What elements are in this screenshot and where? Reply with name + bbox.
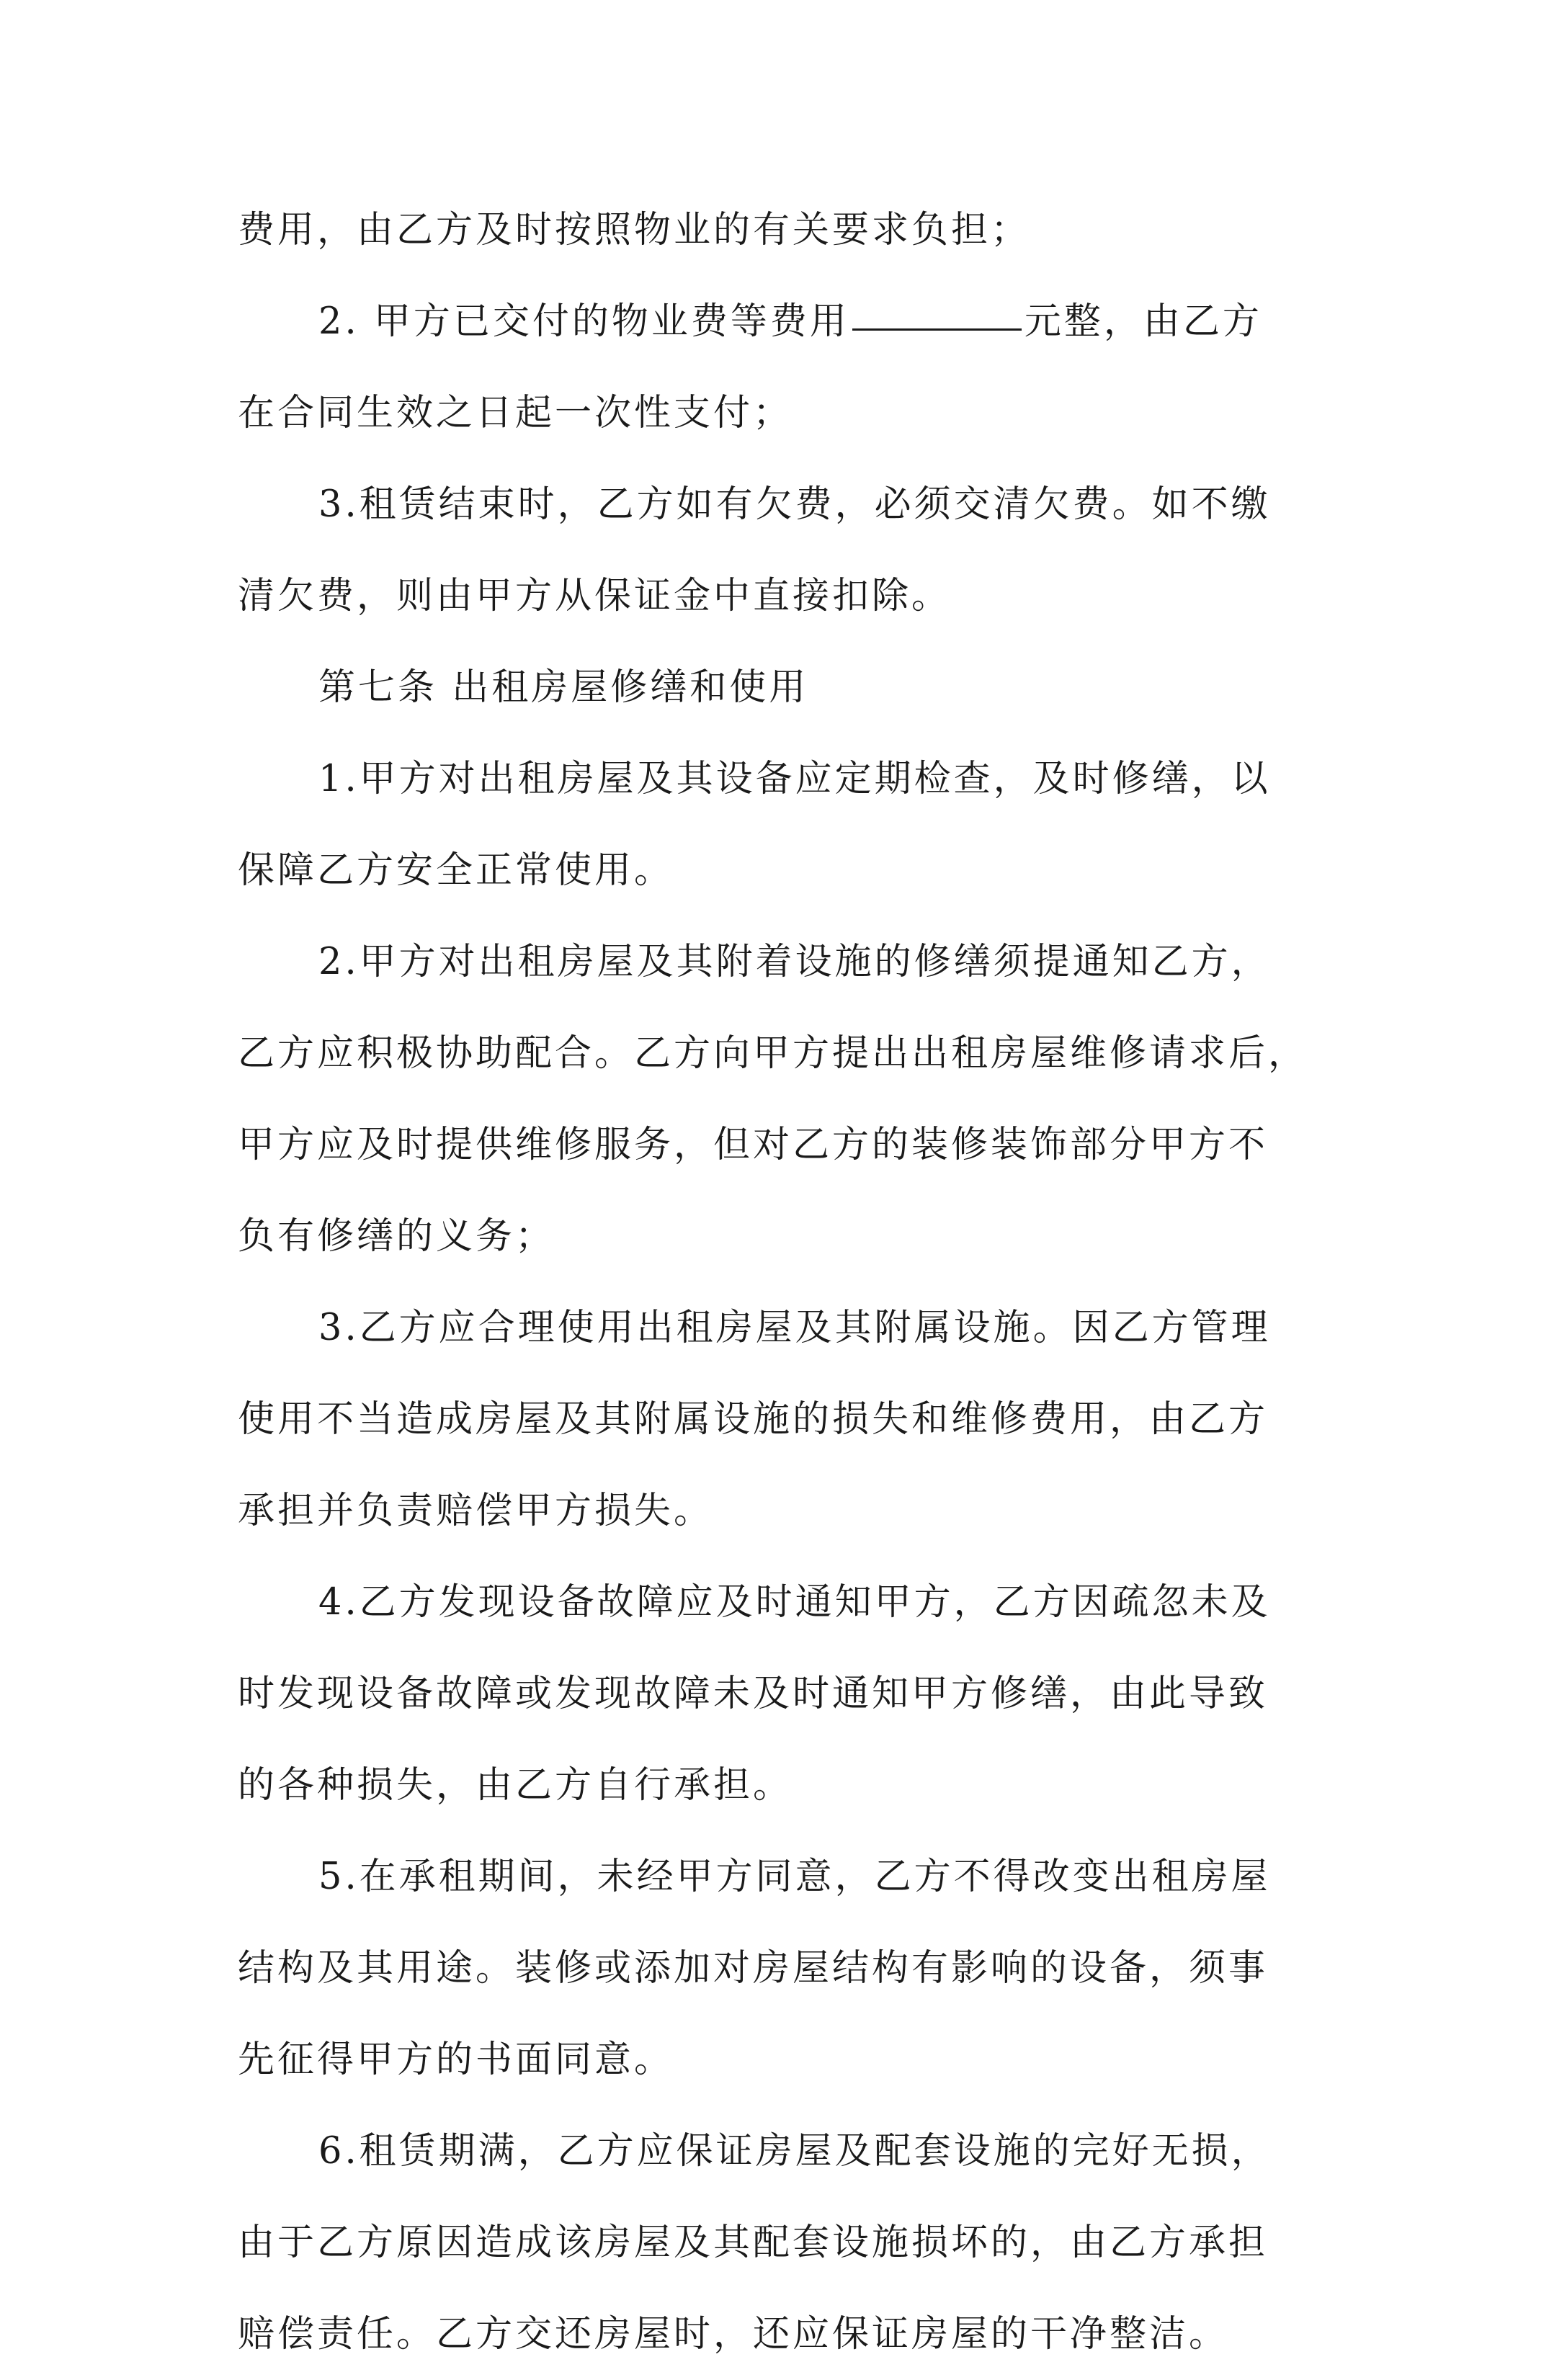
text-line: 乙方应积极协助配合。乙方向甲方提出出租房屋维修请求后， (238, 1032, 1308, 1075)
text-line: 承担并负责赔偿甲方损失。 (238, 1490, 714, 1532)
text-line: 负有修缮的义务； (238, 1215, 555, 1258)
text-line: 3.乙方应合理使用出租房屋及其附属设施。因乙方管理 (318, 1307, 1271, 1349)
text-line: 5.在承租期间，未经甲方同意，乙方不得改变出租房屋 (318, 1856, 1271, 1898)
text-line: 时发现设备故障或发现故障未及时通知甲方修缮，由此导致 (238, 1673, 1269, 1715)
text-line: 3.租赁结束时，乙方如有欠费，必须交清欠费。如不缴 (318, 483, 1271, 526)
text-line: 2.甲方对出租房屋及其附着设施的修缮须提通知乙方， (318, 941, 1271, 983)
document-body (238, 184, 1318, 2380)
text-line: 使用不当造成房屋及其附属设施的损失和维修费用，由乙方 (238, 1398, 1269, 1441)
section-heading: 第七条 出租房屋修缮和使用 (318, 666, 809, 709)
text-line: 先征得甲方的书面同意。 (238, 2039, 674, 2081)
text-line: 在合同生效之日起一次性支付； (238, 392, 793, 434)
text-segment: 2. 甲方已交付的物业费等费用 (318, 300, 849, 343)
text-line: 甲方应及时提供维修服务，但对乙方的装修装饰部分甲方不 (238, 1124, 1269, 1166)
text-line: 清欠费，则由甲方从保证金中直接扣除。 (238, 575, 952, 617)
text-line-with-blank (238, 276, 1318, 367)
text-line: 费用，由乙方及时按照物业的有关要求负担； (238, 209, 1031, 251)
text-line: 由于乙方原因造成该房屋及其配套设施损坏的，由乙方承担 (238, 2222, 1269, 2264)
fill-in-blank (852, 328, 1022, 331)
text-line: 6.租赁期满，乙方应保证房屋及配套设施的完好无损， (318, 2130, 1271, 2173)
text-line: 结构及其用途。装修或添加对房屋结构有影响的设备，须事 (238, 1947, 1269, 1990)
text-line: 保障乙方安全正常使用。 (238, 849, 674, 892)
text-line: 赔偿责任。乙方交还房屋时，还应保证房屋的干净整洁。 (238, 2313, 1229, 2356)
text-line: 4.乙方发现设备故障应及时通知甲方，乙方因疏忽未及 (318, 1581, 1271, 1624)
text-line: 的各种损失，由乙方自行承担。 (238, 1764, 793, 1807)
text-segment: 元整，由乙方 (1024, 300, 1262, 343)
text-line: 1.甲方对出租房屋及其设备应定期检查，及时修缮，以 (318, 758, 1271, 800)
